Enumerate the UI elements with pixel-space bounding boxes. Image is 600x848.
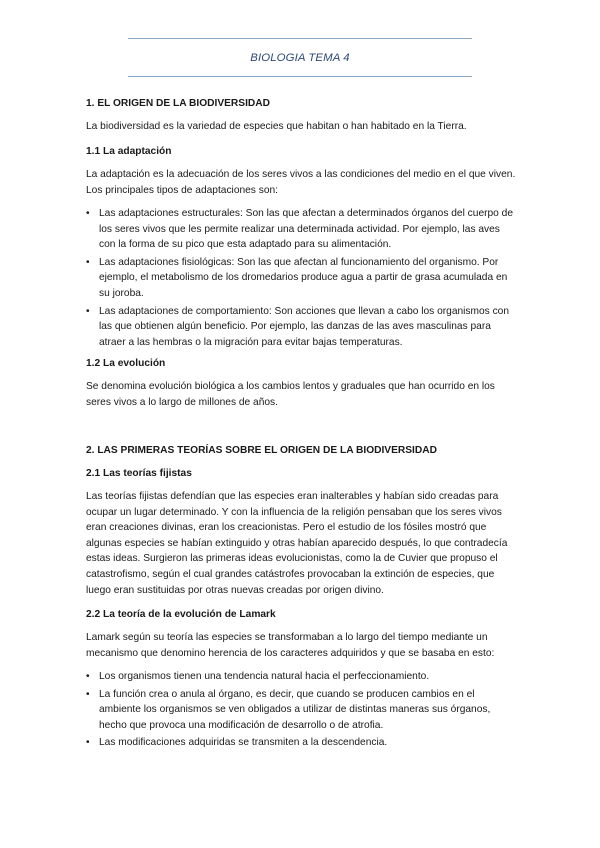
subsection-2-1-heading: 2.1 Las teorías fijistas [86, 468, 192, 479]
list-item: • Las adaptaciones de comportamiento: Son acciones que llevan a cabo los organismos con las que obtienen algún beneficio. Por ejemplo, las danzas de las aves masculinas para atraer a las hembras o la migración para evitar bajas temperaturas. [86, 304, 516, 351]
header-bottom-rule [128, 76, 472, 77]
subsection-1-1-paragraph: La adaptación es la adecuación de los seres vivos a las condiciones del medio en el que viven. Los principales tipos de adaptaciones son: [86, 169, 516, 196]
header-title: BIOLOGIA TEMA 4 [250, 52, 350, 64]
section-1-intro: La biodiversidad es la variedad de especies que habitan o han habitado en la Tierra. [86, 121, 467, 132]
subsection-1-2-heading: 1.2 La evolución [86, 358, 166, 369]
subsection-2-1-paragraph: Las teorías fijistas defendían que las especies eran inalterables y habían sido creadas para ocupar un lugar determinado. Y con la influencia de la religión pensaban que los seres vivos eran creaciones divinas, eran los creacionistas. Pero el estudio de los fósiles mostró que algunas especies se habían extinguido y otras habían aparecido después, lo que contradecía estas ideas. Surgieron las primeras ideas evolucionistas, como la de Cuvier que propuso el catastrofismo, según el cual grandes catástrofes provocaban la extinción de especies, que luego eran sustituidas por otras nuevas creadas por origen divino. [86, 491, 508, 596]
list-item: • Las adaptaciones estructurales: Son las que afectan a determinados órganos del cuerpo de los seres vivos que les permite realizar una determinada actividad. Por ejemplo, las aves con la forma de su pico que esta adaptado para su alimentación. [86, 206, 516, 253]
section-1-heading: 1. EL ORIGEN DE LA BIODIVERSIDAD [86, 98, 270, 109]
subsection-1-2-paragraph: Se denomina evolución biológica a los cambios lentos y graduales que han ocurrido en los seres vivos a lo largo de millones de años. [86, 381, 495, 408]
subsection-2-2-paragraph: Lamark según su teoría las especies se transformaban a lo largo del tiempo mediante un mecanismo que denomino herencia de los caracteres adquiridos y que se basaba en esto: [86, 632, 495, 659]
lamarck-principles-list [86, 669, 516, 751]
header-top-rule [128, 38, 472, 39]
adaptation-types-list [86, 206, 516, 350]
section-2-heading: 2. LAS PRIMERAS TEORÍAS SOBRE EL ORIGEN DE LA BIODIVERSIDAD [86, 445, 437, 456]
list-item: • La función crea o anula al órgano, es decir, que cuando se producen cambios en el ambiente los organismos se ven obligados a utilizar de distintas maneras sus órganos, hecho que provoca una modificación de desarrollo o de atrofia. [86, 687, 516, 734]
list-item: • Las adaptaciones fisiológicas: Son las que afectan al funcionamiento del organismo. Por ejemplo, el metabolismo de los dromedarios produce agua a partir de grasa acumulada en su joroba. [86, 255, 516, 302]
page-header [128, 38, 472, 78]
list-item: • Las modificaciones adquiridas se transmiten a la descendencia. [86, 735, 516, 751]
subsection-2-2-heading: 2.2 La teoría de la evolución de Lamark [86, 609, 276, 620]
subsection-1-1-heading: 1.1 La adaptación [86, 146, 172, 157]
list-item: • Los organismos tienen una tendencia natural hacia el perfeccionamiento. [86, 669, 516, 685]
